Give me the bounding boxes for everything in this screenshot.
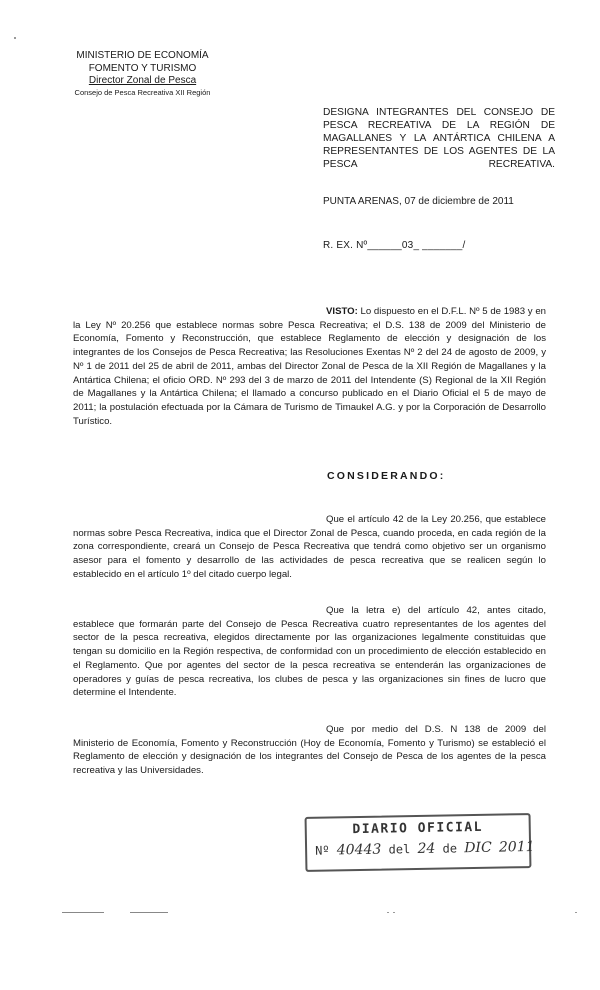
stamp-prefix: Nº	[315, 843, 330, 858]
footer-mark-2	[130, 912, 168, 913]
visto-paragraph	[73, 305, 546, 428]
stamp-line	[315, 839, 535, 859]
footer-dot-1	[387, 912, 389, 913]
visto-text: Lo dispuesto en el D.F.L. Nº 5 de 1983 y en la Ley Nº 20.256 que establece normas sobre Pesca Recreativa; el D.S. 138 de 2009 del Ministerio de Economía, Fomento y Reconstrucción, que establece Reglamento de elección y designación de los integrantes de los Consejos de Pesca Recreativa; las Resoluciones Exentas Nº 2 del 24 de agosto de 2009, y Nº 1 de 2011 del 25 de abril de 2011, ambas del Director Zonal de Pesca de la XII Región de Magallanes y la Antártica Chilena; el oficio ORD. Nº 293 del 3 de marzo de 2011 del Intendente (S) Regional de la XII Región de Magallanes y la Antártica Chilena; el llamado a concurso publicado en el Diario Oficial el 5 de mayo de 2011; la postulación efectuada por la Cámara de Turismo de Timaukel A.G. y por la Corporación de Desarrollo Turístico.	[73, 306, 546, 427]
footer-dot-3	[575, 912, 577, 913]
resolution-title: DESIGNA INTEGRANTES DEL CONSEJO DE PESCA RECREATIVA DE LA REGIÓN DE MAGALLANES Y LA ANTÁRTICA CHILENA A REPRESENTANTES DE LOS AGENTES DE LA PESCA RECREATIVA.	[323, 107, 555, 170]
visto-label: VISTO:	[326, 306, 358, 317]
stamp-de: de	[442, 841, 458, 856]
diario-oficial-stamp	[305, 813, 535, 872]
resolution-number: R. EX. Nº______03_ _______/	[323, 240, 466, 251]
stamp-number: 40443	[336, 841, 382, 859]
considerando-paragraph-2: Que la letra e) del artículo 42, antes citado, establece que formarán parte del Consejo de Pesca Recreativa cuatro representantes de los agentes del sector de la pesca recreativa, elegidos directamente por las organizaciones legalmente constituidas que tengan su domicilio en la Región respectiva, de conformidad con un procedimiento de elección establecido en el Reglamento. Que por agentes del sector de la pesca recreativa se entenderán las organizaciones de operadores y guías de pesca recreativa, los clubes de pesca y las organizaciones sin fines de lucro que determine el Intendente.	[73, 605, 546, 699]
ministry-header	[55, 50, 230, 98]
footer-dot-2	[393, 912, 395, 913]
place-date: PUNTA ARENAS, 07 de diciembre de 2011	[323, 196, 514, 207]
considerando-paragraph-3: Que por medio del D.S. N 138 de 2009 del Ministerio de Economía, Fomento y Reconstrucción (Hoy de Economía, Fomento y Turismo) se estableció el Reglamento de elección y designación de los integrantes del Consejo de Pesca de los agentes de la pesca recreativa y las Universidades.	[73, 724, 546, 777]
ministry-line-1: MINISTERIO DE ECONOMÍA	[76, 50, 209, 61]
stamp-header: DIARIO OFICIAL	[352, 819, 484, 838]
stamp-mid: del	[388, 842, 411, 857]
corner-dot	[14, 37, 16, 39]
ministry-line-2: FOMENTO Y TURISMO	[88, 62, 197, 74]
considerando-heading: CONSIDERANDO:	[327, 470, 446, 482]
council-name: Consejo de Pesca Recreativa XII Región	[74, 87, 211, 97]
stamp-month: DIC	[464, 839, 492, 857]
office-name: Director Zonal de Pesca	[88, 75, 197, 86]
footer-mark-1	[62, 912, 104, 913]
considerando-paragraph-1: Que el artículo 42 de la Ley 20.256, que establece normas sobre Pesca Recreativa, indica que el Director Zonal de Pesca, cuando proceda, en cada región de la zona correspondiente, creará un Consejo de Pesca Recreativa que tendrá como objetivo ser un organismo asesor para el fomento y desarrollo de las actividades de pesca recreativa que se realicen según lo establecido en el artículo 1º del citado cuerpo legal.	[73, 514, 546, 580]
stamp-year: 2011	[498, 838, 535, 856]
stamp-day: 24	[417, 840, 436, 858]
